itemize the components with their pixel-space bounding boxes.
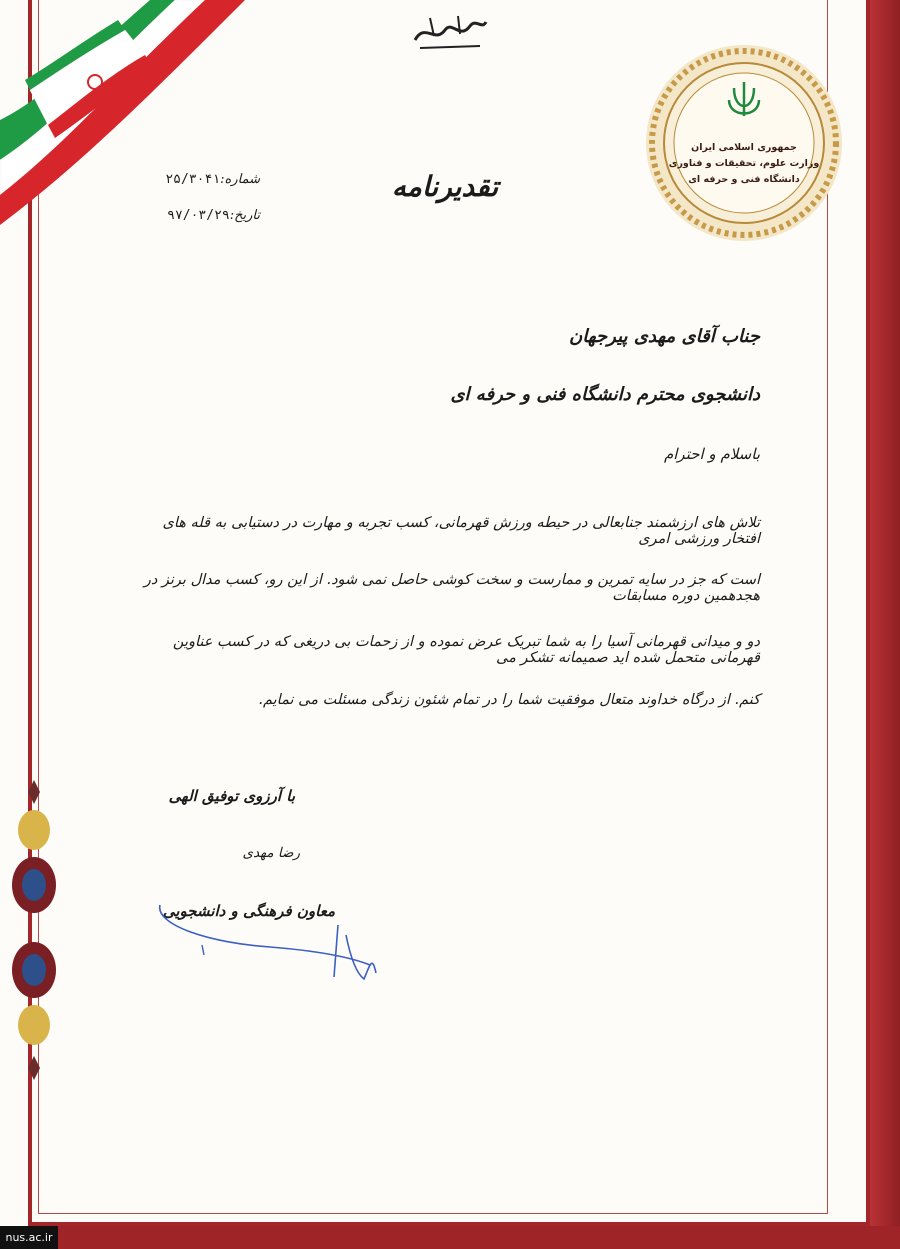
university-emblem <box>633 42 855 244</box>
number-value: ۲۵/۳۰۴۱ <box>165 172 221 187</box>
body-line-2: است که جز در سایه تمرین و ممارست و سخت کوشی حاصل نمی شود. از این رو، کسب مدال برنز در هجدهمین دوره مسابقات <box>143 572 760 604</box>
recipient-name: جناب آقای مهدی پیرجهان <box>569 326 760 347</box>
bottom-border-band <box>0 1226 900 1249</box>
recipient-title: دانشجوی محترم دانشگاه فنی و حرفه ای <box>450 384 760 405</box>
emblem-line-2: وزارت علوم، تحقیقات و فناوری <box>668 158 820 169</box>
closing-phrase: با آرزوی توفیق الهی <box>168 787 295 805</box>
number-label: شماره: <box>220 172 260 187</box>
site-watermark[interactable]: nus.ac.ir <box>0 1226 58 1249</box>
handwritten-signature <box>150 885 390 995</box>
right-border-band <box>870 0 900 1226</box>
body-line-4: کنم. از درگاه خداوند متعال موفقیت شما را در تمام شئون زندگی مسئلت می نمایم. <box>258 692 760 708</box>
greeting: باسلام و احترام <box>663 445 760 463</box>
signer-title: معاون فرهنگی و دانشجویی <box>162 902 335 920</box>
date-value: ۹۷/۰۳/۲۹ <box>167 208 230 223</box>
side-ornament <box>6 780 62 1080</box>
signer-name: رضا مهدی <box>242 845 300 861</box>
letter-number <box>140 172 260 187</box>
body-line-1: تلاش های ارزشمند جنابعالی در حیطه ورزش قهرمانی، کسب تجربه و مهارت در دستیابی به قله های افتخار ورزشی امری <box>162 515 760 547</box>
body-line-3: دو و میدانی قهرمانی آسیا را به شما تبریک عرض نموده و از زحمات بی دریغی که در کسب عناوین قهرمانی متحمل شده اید صمیمانه تشکر می <box>172 634 760 666</box>
date-label: تاریخ: <box>229 208 260 223</box>
emblem-line-1: جمهوری اسلامی ایران <box>691 142 797 153</box>
emblem-line-3: دانشگاه فنی و حرفه ای <box>688 174 800 185</box>
letter-date <box>140 208 260 223</box>
svg-text:بسم الله الرحمن الرحیم: بسم الله الرحمن الرحیم <box>444 52 456 53</box>
basmala-calligraphy <box>410 10 490 54</box>
iran-flag-ribbon <box>0 0 260 230</box>
certificate-title: تقدیرنامه <box>391 170 499 203</box>
